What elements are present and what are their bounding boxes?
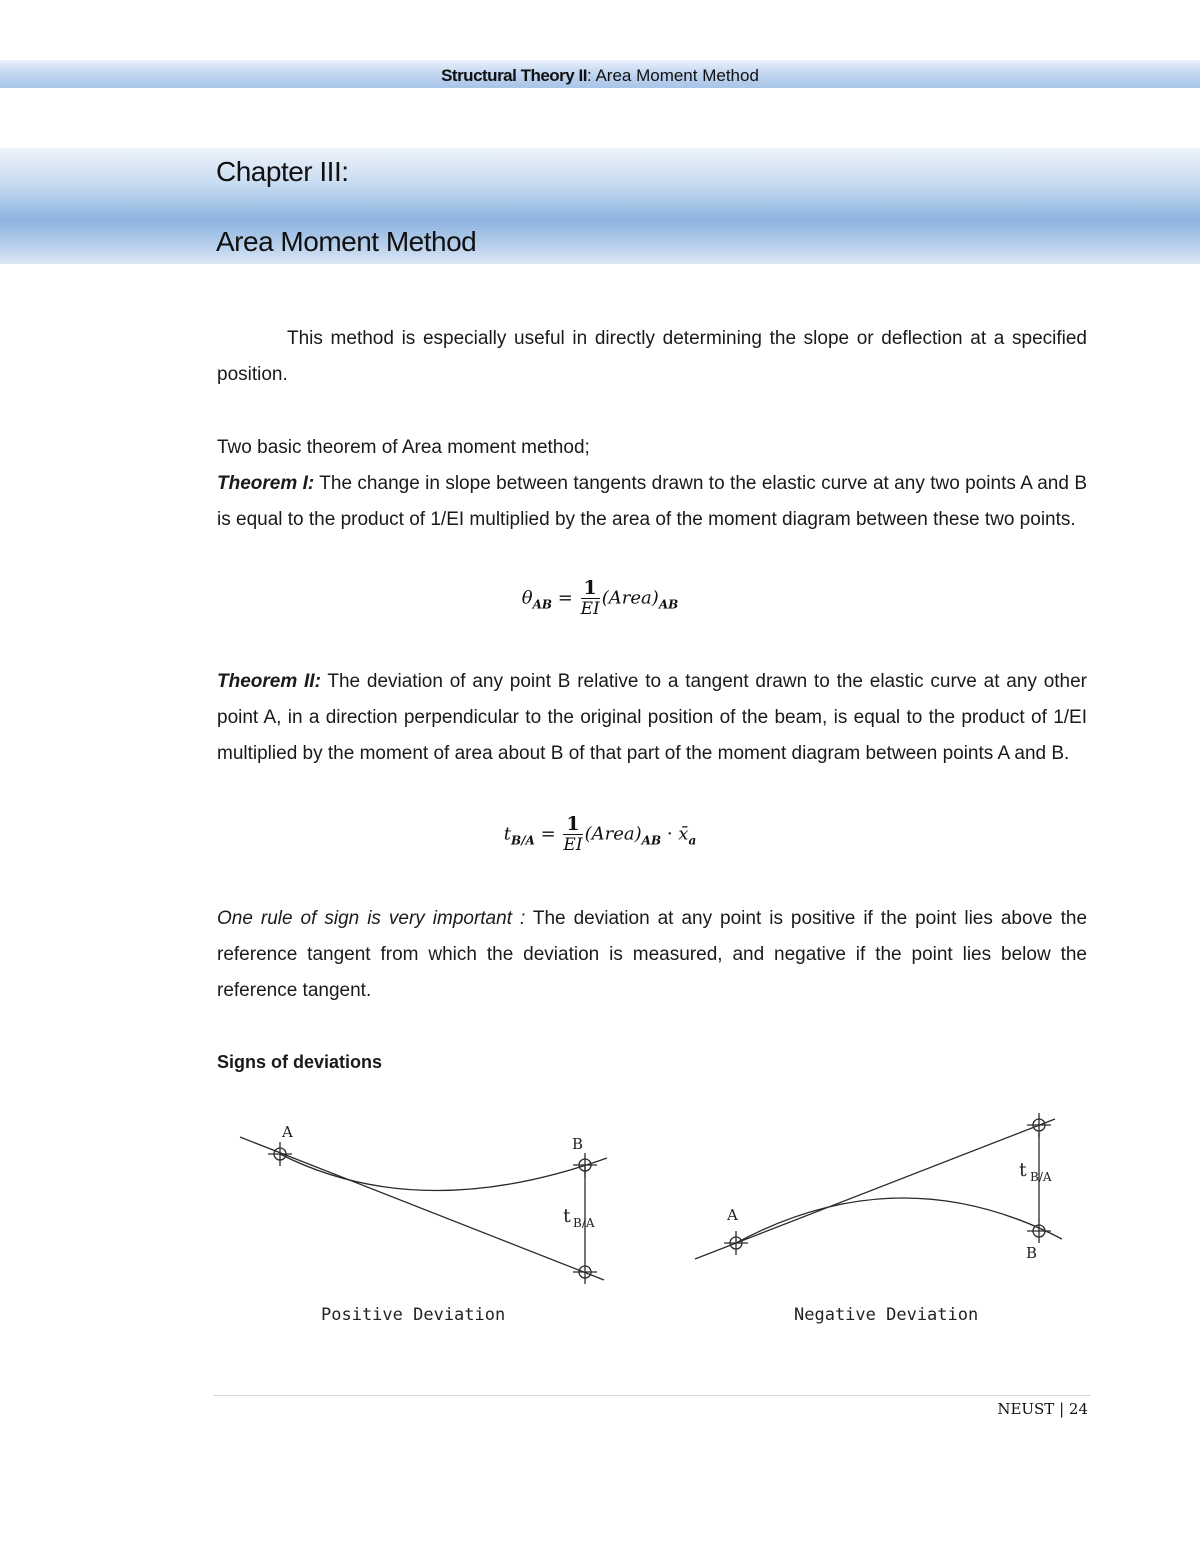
formula-2-dot: · [661,823,679,845]
formula-1-area: (Area) [601,587,659,609]
pos-t-sub: B/A [573,1216,595,1230]
neg-point-b-marker [1027,1219,1051,1243]
pos-label-a: A [282,1123,293,1141]
formula-1-numerator: 1 [581,578,600,599]
running-header [0,66,1200,86]
formula-2-equals: = [534,823,562,845]
formula-theorem-1 [0,578,1200,619]
positive-deviation-caption: Positive Deviation [321,1305,506,1325]
chapter-title: Area Moment Method [216,226,477,257]
intro-paragraph: This method is especially useful in directly determining the slope or deflection at a specified position. [217,328,1087,385]
formula-1-area-sub: AB [658,597,679,612]
formula-2-xbar: x̄ [678,823,689,845]
neg-tangent-marker [1027,1113,1051,1137]
formula-2-numerator: 1 [563,814,582,835]
pos-t-label: t [563,1205,571,1227]
formula-1-theta-sub: AB [532,597,553,612]
neg-label-b: B [1026,1244,1038,1262]
pos-tangent-marker [573,1260,597,1284]
neg-t-sub: B/A [1030,1170,1052,1184]
formula-2-t-sub: B/A [511,833,535,848]
formula-2-t: t [503,823,511,845]
sign-rule-paragraph [217,901,1087,1009]
theorem-section [217,430,1087,538]
neg-tangent-line [695,1119,1055,1259]
formula-1-equals: = [552,587,579,609]
formula-1-theta: θ [521,587,533,609]
theorem-2-paragraph [217,664,1087,772]
negative-deviation-caption: Negative Deviation [794,1305,979,1325]
chapter-band [0,148,1200,264]
chapter-number: Chapter III: [216,156,349,187]
formula-1-fraction [581,578,600,619]
theorem-1-paragraph [217,466,1087,538]
sign-rule-text: The deviation at any point is positive if the point lies above the reference tangent from which the deviation is measured, and negative if the point lies below the reference tangent. [217,908,1088,1001]
neg-point-a-marker [724,1231,748,1255]
header-topic: : Area Moment Method [586,66,759,85]
theorem-1-text: The change in slope between tangents drawn to the elastic curve at any two points A and B is equal to the product of 1/EI multiplied by the area of the moment diagram between these two points. [217,473,1087,530]
neg-t-label: t [1019,1159,1027,1181]
deviation-diagram [0,1100,1200,1340]
formula-2-xbar-sub: a [688,833,697,848]
footer-rule [213,1395,1091,1396]
theorem-2-label: Theorem II: [217,671,321,692]
formula-2-area-sub: AB [641,833,662,848]
header-course: Structural Theory II [441,66,587,85]
neg-label-a: A [727,1206,738,1224]
page-footer: NEUST | 24 [997,1400,1088,1418]
pos-point-b-marker [573,1153,597,1177]
sign-rule-label: One rule of sign is very important : [217,908,526,929]
formula-theorem-2 [0,814,1200,855]
two-basic-line: Two basic theorem of Area moment method; [217,437,590,458]
pos-point-a-marker [268,1142,292,1166]
formula-1-denominator: EI [580,599,600,619]
signs-heading: Signs of deviations [217,1052,383,1072]
neg-elastic-curve [736,1198,1062,1243]
formula-2-denominator: EI [563,835,583,855]
pos-label-b: B [572,1135,584,1153]
formula-2-area: (Area) [584,823,642,845]
formula-2-fraction [563,814,582,855]
theorem-2-text: The deviation of any point B relative to a tangent drawn to the elastic curve at any other point A, in a direction perpendicular to the original position of the beam, is equal to the product of 1/EI multiplied by the moment of area about B of that part of the moment diagram between points A and B. [217,671,1087,764]
theorem-1-label: Theorem I: [217,473,315,494]
pos-tangent-line [240,1137,604,1280]
